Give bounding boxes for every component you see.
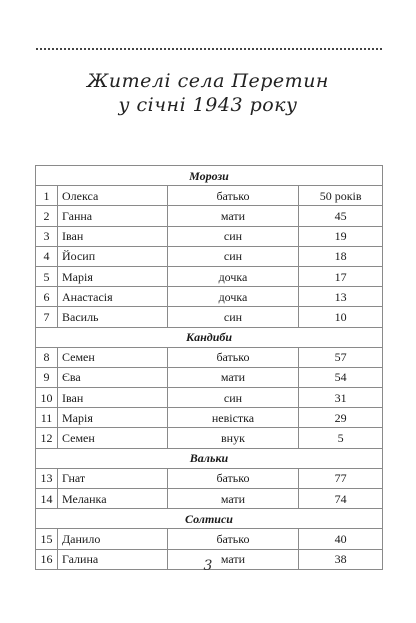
- row-number: 10: [36, 388, 58, 408]
- resident-age: 38: [299, 549, 383, 569]
- resident-age: 74: [299, 489, 383, 509]
- table-row: [36, 489, 383, 509]
- resident-name: Семен: [57, 428, 167, 448]
- table-row: [36, 287, 383, 307]
- row-number: 3: [36, 226, 58, 246]
- resident-age: 77: [299, 468, 383, 488]
- table-row: [36, 246, 383, 266]
- resident-name: Єва: [57, 367, 167, 387]
- residents-table-body: [36, 166, 383, 570]
- page-number: 3: [203, 558, 213, 574]
- table-row: [36, 388, 383, 408]
- resident-name: Марія: [57, 408, 167, 428]
- row-number: 14: [36, 489, 58, 509]
- resident-age: 45: [299, 206, 383, 226]
- row-number: 13: [36, 468, 58, 488]
- family-header-row: [36, 509, 383, 529]
- resident-age: 57: [299, 347, 383, 367]
- row-number: 1: [36, 186, 58, 206]
- family-relation: мати: [167, 206, 299, 226]
- resident-name: Олекса: [57, 186, 167, 206]
- family-relation: батько: [167, 529, 299, 549]
- row-number: 2: [36, 206, 58, 226]
- table-row: [36, 266, 383, 286]
- family-header-row: [36, 327, 383, 347]
- table-row: [36, 468, 383, 488]
- resident-name: Данило: [57, 529, 167, 549]
- family-relation: син: [167, 307, 299, 327]
- family-relation: мати: [167, 549, 299, 569]
- row-number: 9: [36, 367, 58, 387]
- resident-age: 19: [299, 226, 383, 246]
- row-number: 5: [36, 266, 58, 286]
- page-title-line-2: у січні 1943 року: [118, 94, 298, 116]
- page-title-line-1: Жителі села Перетин: [87, 70, 329, 92]
- table-row: [36, 307, 383, 327]
- resident-name: Ганна: [57, 206, 167, 226]
- resident-name: Іван: [57, 388, 167, 408]
- row-number: 4: [36, 246, 58, 266]
- family-relation: син: [167, 388, 299, 408]
- resident-name: Семен: [57, 347, 167, 367]
- family-relation: дочка: [167, 287, 299, 307]
- resident-age: 40: [299, 529, 383, 549]
- table-row: [36, 226, 383, 246]
- table-row: [36, 408, 383, 428]
- residents-table: [35, 165, 383, 570]
- table-row: [36, 206, 383, 226]
- resident-name: Галина: [57, 549, 167, 569]
- resident-age: 10: [299, 307, 383, 327]
- family-name: Солтиси: [36, 509, 383, 529]
- family-relation: внук: [167, 428, 299, 448]
- resident-age: 13: [299, 287, 383, 307]
- row-number: 15: [36, 529, 58, 549]
- resident-name: Іван: [57, 226, 167, 246]
- resident-age: 54: [299, 367, 383, 387]
- family-name: Вальки: [36, 448, 383, 468]
- dotted-divider: [36, 48, 382, 50]
- resident-age: 29: [299, 408, 383, 428]
- family-relation: батько: [167, 347, 299, 367]
- table-row: [36, 428, 383, 448]
- resident-name: Марія: [57, 266, 167, 286]
- row-number: 12: [36, 428, 58, 448]
- family-relation: мати: [167, 489, 299, 509]
- resident-name: Анастасія: [57, 287, 167, 307]
- resident-name: Василь: [57, 307, 167, 327]
- resident-age: 18: [299, 246, 383, 266]
- family-header-row: [36, 448, 383, 468]
- family-relation: батько: [167, 186, 299, 206]
- family-name: Морози: [36, 166, 383, 186]
- family-relation: дочка: [167, 266, 299, 286]
- resident-age: 5: [299, 428, 383, 448]
- row-number: 6: [36, 287, 58, 307]
- row-number: 7: [36, 307, 58, 327]
- resident-age: 17: [299, 266, 383, 286]
- resident-name: Йосип: [57, 246, 167, 266]
- family-relation: мати: [167, 367, 299, 387]
- resident-age: 31: [299, 388, 383, 408]
- row-number: 11: [36, 408, 58, 428]
- resident-name: Меланка: [57, 489, 167, 509]
- table-row: [36, 347, 383, 367]
- row-number: 16: [36, 549, 58, 569]
- resident-name: Гнат: [57, 468, 167, 488]
- table-row: [36, 367, 383, 387]
- family-relation: невістка: [167, 408, 299, 428]
- resident-age: 50 років: [299, 186, 383, 206]
- family-relation: син: [167, 226, 299, 246]
- row-number: 8: [36, 347, 58, 367]
- family-name: Кандиби: [36, 327, 383, 347]
- family-relation: батько: [167, 468, 299, 488]
- table-row: [36, 529, 383, 549]
- family-relation: син: [167, 246, 299, 266]
- table-row: [36, 186, 383, 206]
- family-header-row: [36, 166, 383, 186]
